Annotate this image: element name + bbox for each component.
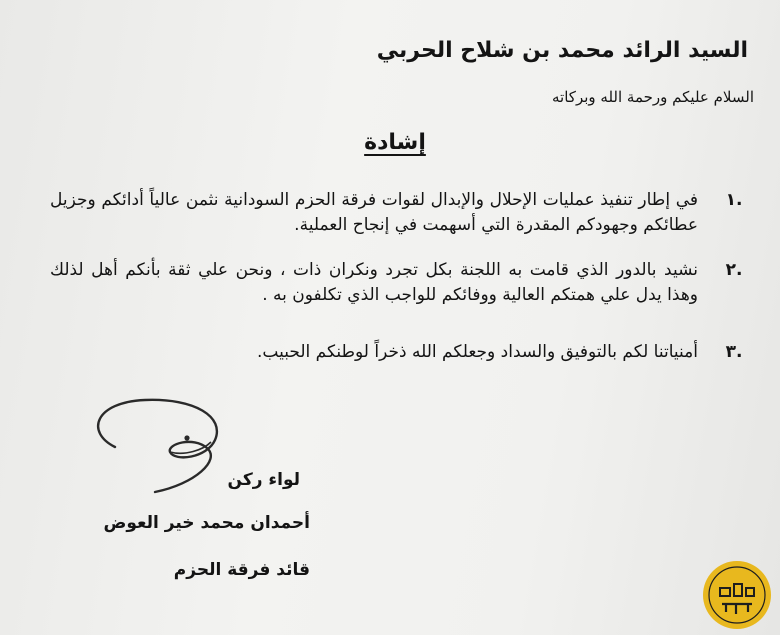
watermark-logo [702,560,772,630]
item-number: .٢ [725,260,743,280]
item-number: .١ [725,190,743,210]
list-item [50,188,752,238]
greeting-line: السلام عليكم ورحمة الله وبركاته [552,88,754,106]
addressee-line: السيد الرائد محمد بن شلاح الحربي [376,38,748,63]
item-number: .٣ [725,342,743,362]
item-text: في إطار تنفيذ عمليات الإحلال والإبدال لقوات فرقة الحزم السودانية نثمن عالياً أدائكم وجزيل عطائكم وجهودكم المقدرة التي أسهمت في إنجاح العملية. [50,190,698,235]
list-item [50,340,752,365]
document-heading: إشادة [364,130,426,155]
item-text: أمنياتنا لكم بالتوفيق والسداد وجعلكم الله ذخراً لوطنكم الحبيب. [257,342,698,362]
signatory-name: أحمدان محمد خير العوض [103,513,310,533]
signatory-title: قائد فرقة الحزم [173,560,310,580]
signatory-rank: لواء ركن [227,470,300,490]
list-item [50,258,752,308]
item-text: نشيد بالدور الذي قامت به اللجنة بكل تجرد ونكران ذات ، ونحن علي ثقة بأنكم أهل لذلك وهذا يدل علي همتكم العالية ووفائكم للواجب الذي تكلفون به . [50,260,698,305]
